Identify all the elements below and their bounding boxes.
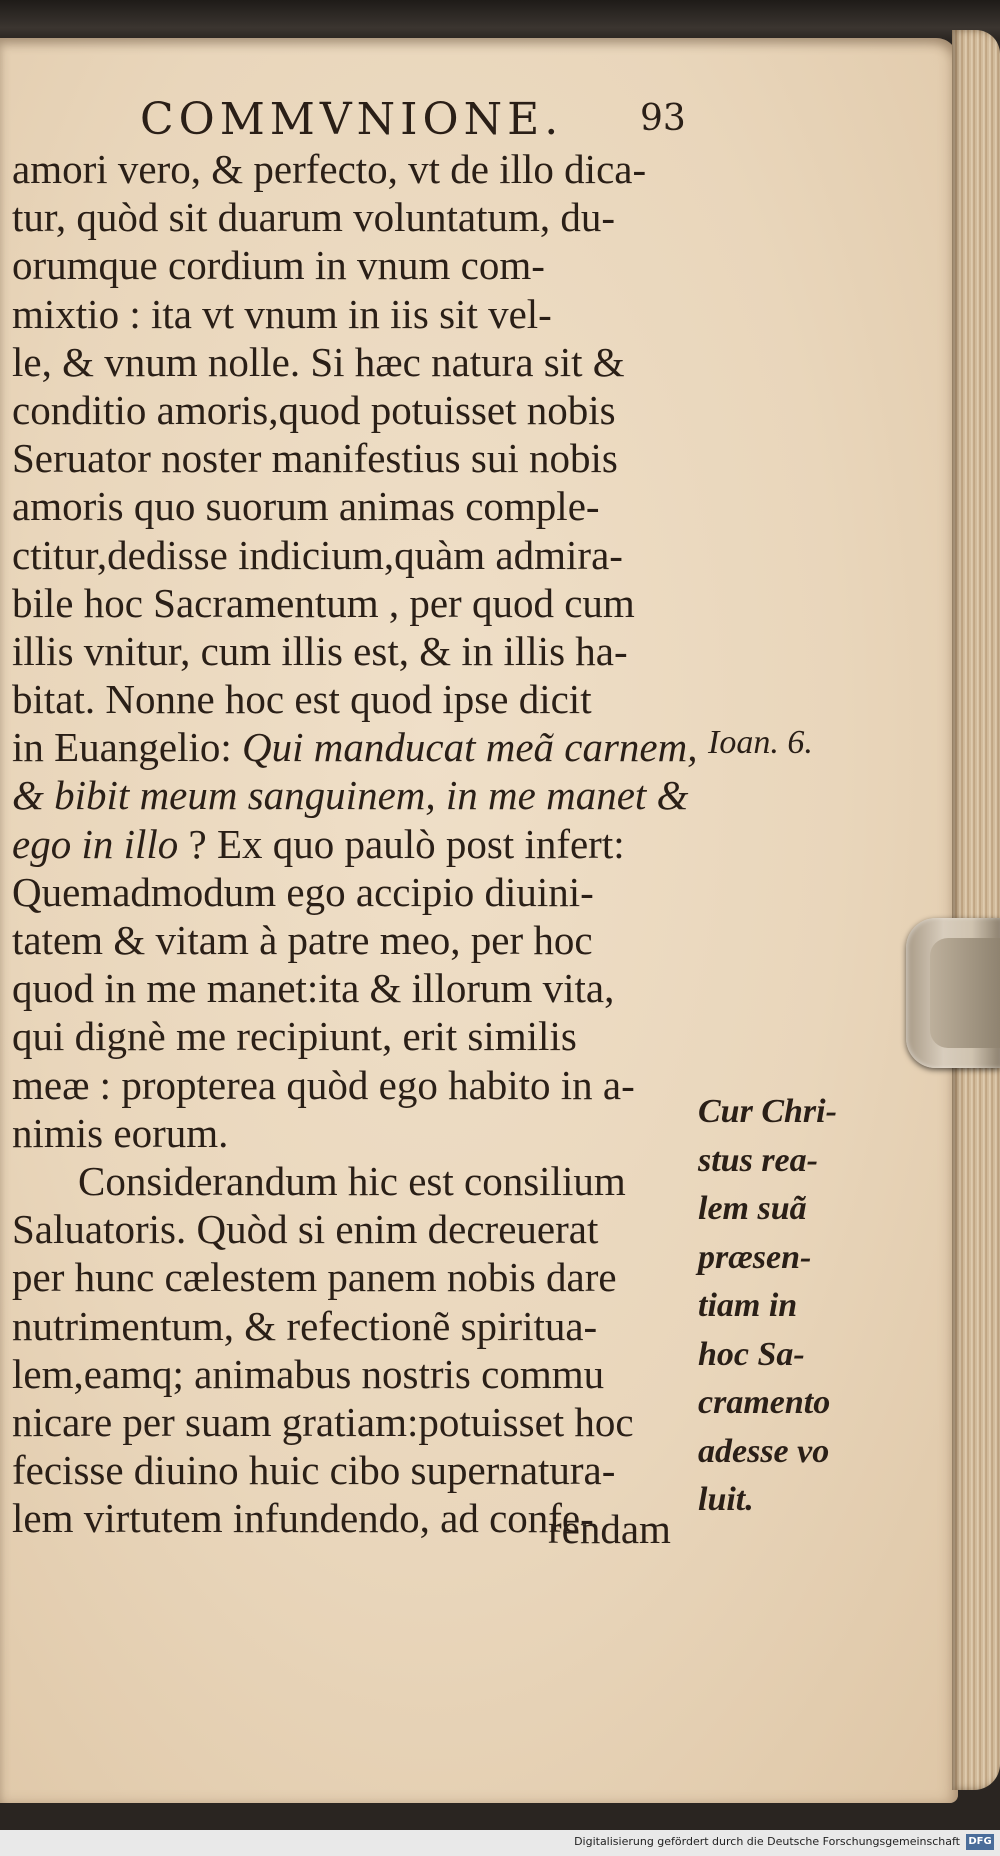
text-segment: Seruator noster manifestius sui nobis [12, 435, 618, 482]
catchword: rendam [548, 1506, 671, 1552]
margin-note-line: Cur Chri- [698, 1093, 837, 1130]
text-line [12, 1157, 712, 1205]
text-line [12, 290, 712, 338]
running-head: COMMVNIONE. [140, 94, 564, 145]
text-segment: per hunc cælestem panem nobis dare [12, 1254, 617, 1301]
text-line [12, 1350, 712, 1398]
margin-note-line: cramento [698, 1384, 831, 1421]
book-clasp [906, 918, 1000, 1068]
text-line [12, 1398, 712, 1446]
text-segment: bitat. Nonne hoc est quod ipse dicit [12, 676, 592, 723]
text-line [12, 386, 712, 434]
text-segment: quod in me manet:ita & illorum vita, [12, 965, 615, 1012]
text-segment: amori vero, & perfecto, vt de illo dica- [12, 146, 647, 192]
text-segment: le, & vnum nolle. Si hæc natura sit & [12, 338, 625, 385]
margin-note-line: adesse vo [698, 1432, 830, 1470]
text-segment: Quemadmodum ego accipio diuini- [12, 868, 594, 915]
text-line [12, 338, 712, 386]
text-line [12, 531, 712, 579]
margin-note-line: stus rea- [698, 1141, 818, 1179]
text-segment: in Euangelio: [12, 724, 243, 771]
text-line [12, 1446, 712, 1494]
text-segment: lem,eamq; animabus nostris commu [12, 1350, 605, 1397]
text-segment: amoris quo suorum animas comple- [12, 483, 600, 530]
text-segment: Considerandum hic est consilium [78, 1157, 626, 1204]
text-line [12, 868, 712, 916]
text-segment: & bibit meum sanguinem, in me manet & [12, 772, 689, 819]
text-line [12, 482, 712, 530]
margin-reference: Ioan. 6. [708, 724, 813, 761]
page-header [0, 88, 710, 148]
text-segment: tatem & vitam à patre meo, per hoc [12, 917, 593, 963]
text-line [12, 1012, 712, 1060]
text-segment: nicare per suam gratiam:potuisset hoc [12, 1398, 634, 1445]
text-line [12, 771, 712, 819]
text-line [12, 1253, 712, 1301]
text-segment: ? Ex quo paulò post infert: [178, 820, 625, 867]
text-line [12, 1061, 712, 1109]
text-line [12, 820, 712, 868]
text-line [12, 1109, 712, 1157]
funding-credit: Digitalisierung gefördert durch die Deutsche Forschungsgemeinschaft [574, 1835, 960, 1848]
margin-note [698, 1088, 848, 1525]
text-segment: tur, quòd sit duarum voluntatum, du- [12, 194, 616, 241]
text-segment: nutrimentum, & refectionẽ spiritua- [12, 1302, 598, 1349]
text-line [12, 434, 712, 482]
text-segment: illis vnitur, cum illis est, & in illis ha- [12, 627, 628, 674]
margin-note-line: lem suã [698, 1190, 807, 1227]
text-segment: Saluatoris. Quòd si enim decreuerat [12, 1206, 599, 1253]
text-line [12, 145, 712, 193]
margin-note-line: tiam in [698, 1287, 798, 1324]
text-line [12, 241, 712, 289]
page-edges [952, 30, 1000, 1790]
text-segment: ego in illo [12, 820, 179, 867]
text-segment: fecisse diuino huic cibo supernatura- [12, 1447, 616, 1494]
text-line [12, 964, 712, 1012]
text-segment: ctitur,dedisse indicium,quàm admira- [12, 531, 623, 578]
dfg-logo: DFG [966, 1834, 994, 1850]
text-line [12, 916, 712, 964]
text-line [12, 1302, 712, 1350]
digitization-footer [0, 1830, 1000, 1856]
margin-note-line: præsen- [698, 1238, 812, 1276]
margin-note-line: luit. [698, 1481, 754, 1518]
text-segment: orumque cordium in vnum com- [12, 242, 545, 289]
margin-note-line: hoc Sa- [698, 1335, 805, 1373]
text-segment: meæ : propterea quòd ego habito in a- [12, 1061, 635, 1108]
text-segment: conditio amoris,quod potuisset nobis [12, 386, 616, 433]
text-line [12, 675, 712, 723]
clasp-plate [930, 938, 1000, 1048]
text-line [12, 1205, 712, 1253]
text-segment: mixtio : ita vt vnum in iis sit vel- [12, 290, 552, 337]
main-text [12, 145, 712, 1542]
text-segment: qui dignè me recipiunt, erit similis [12, 1013, 577, 1060]
text-line [12, 723, 712, 771]
text-segment: bile hoc Sacramentum , per quod cum [12, 579, 635, 626]
text-line [12, 579, 712, 627]
text-segment: Qui manducat meã carnem, [242, 724, 698, 771]
text-line [12, 193, 712, 241]
text-segment: nimis eorum. [12, 1109, 229, 1156]
text-segment: lem virtutem infundendo, ad confe- [12, 1495, 594, 1542]
page-number: 93 [640, 98, 686, 139]
text-line [12, 627, 712, 675]
